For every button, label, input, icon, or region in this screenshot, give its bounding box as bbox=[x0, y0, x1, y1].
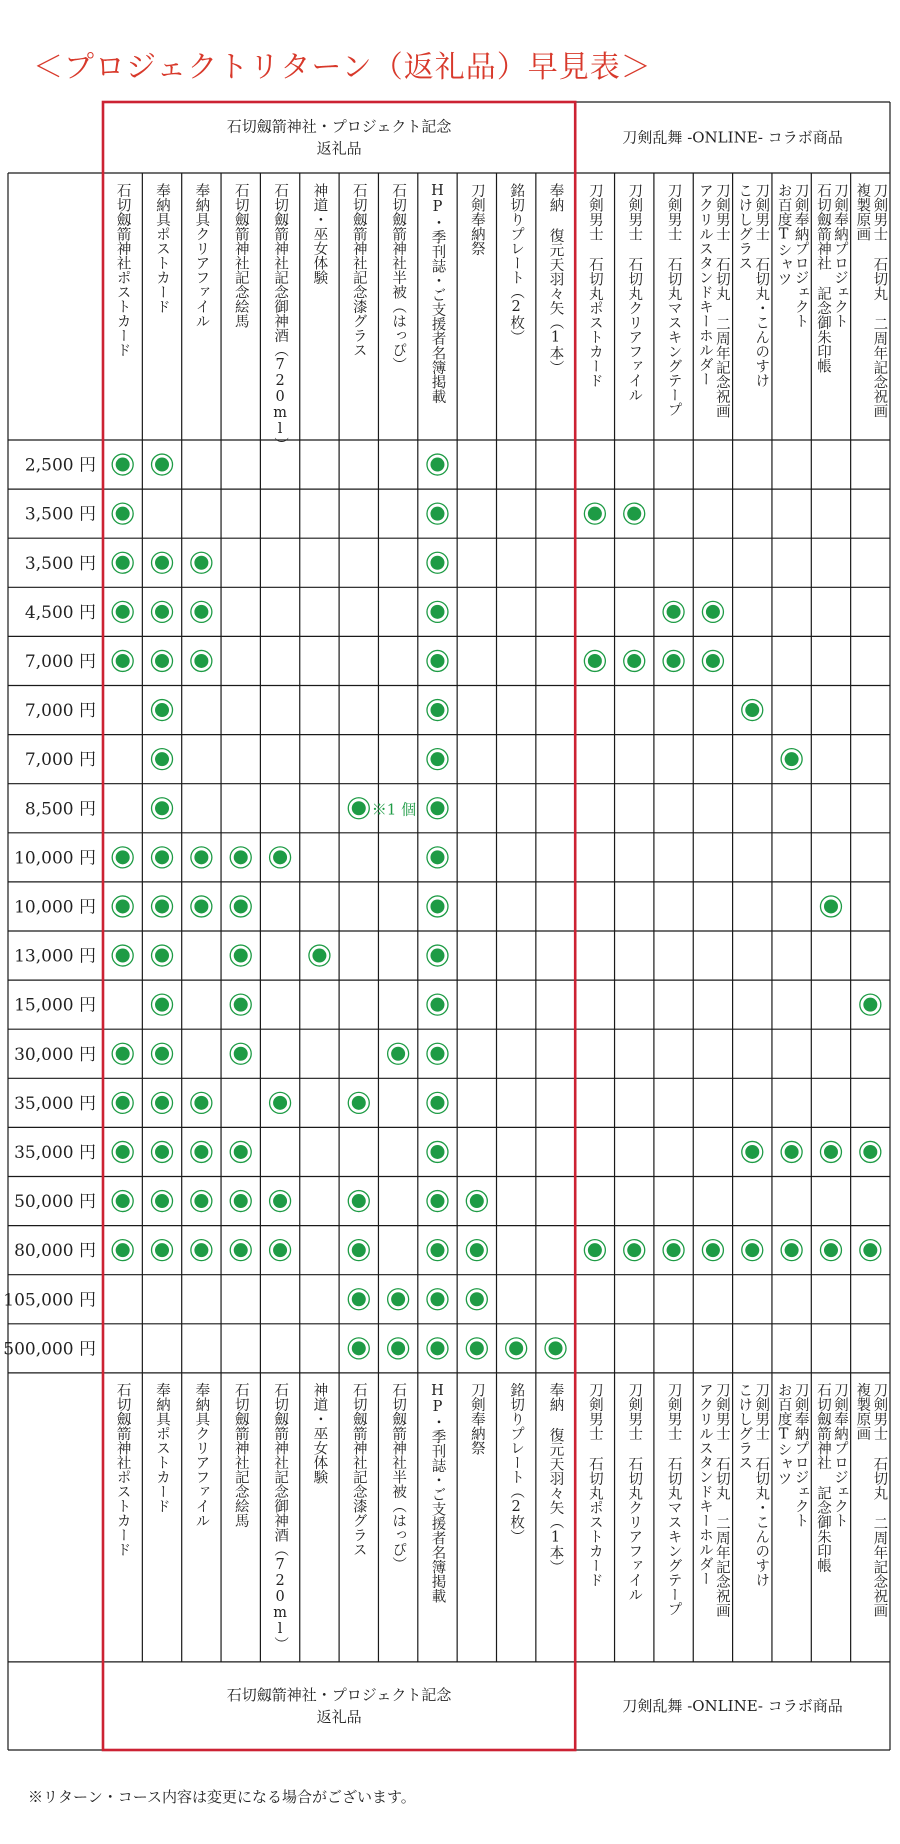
column-label-top: 刀剣男士 石切丸クリアファイル bbox=[626, 183, 643, 402]
included-mark bbox=[234, 1047, 248, 1061]
included-mark bbox=[155, 1096, 169, 1110]
column-label-top: 奉納 復元天羽々矢（1本） bbox=[547, 183, 564, 375]
included-mark bbox=[430, 1341, 444, 1355]
included-mark bbox=[194, 1194, 208, 1208]
included-mark bbox=[824, 899, 838, 913]
column-label-top: HP・季刊誌・ご支援者名簿掲載 bbox=[429, 183, 446, 404]
row-price: 500,000 円 bbox=[3, 1339, 96, 1360]
included-mark bbox=[588, 507, 602, 521]
included-mark bbox=[470, 1292, 484, 1306]
column-label-bottom: 石切劔箭神社 記念御朱印帳 bbox=[814, 1382, 831, 1573]
column-label-top: 奉納具クリアファイル bbox=[193, 183, 210, 328]
row-price: 10,000 円 bbox=[14, 848, 96, 869]
included-mark bbox=[627, 654, 641, 668]
included-mark bbox=[706, 1243, 720, 1257]
column-label-bottom: 石切劔箭神社記念絵馬 bbox=[232, 1382, 249, 1528]
row-price: 105,000 円 bbox=[3, 1290, 96, 1311]
included-mark bbox=[627, 1243, 641, 1257]
included-mark bbox=[824, 1145, 838, 1159]
included-mark bbox=[234, 949, 248, 963]
column-label-bottom: 刀剣男士 石切丸 二周年記念祝画 bbox=[713, 1382, 730, 1618]
included-mark bbox=[155, 801, 169, 815]
included-mark bbox=[194, 605, 208, 619]
included-mark bbox=[155, 752, 169, 766]
included-mark bbox=[549, 1341, 563, 1355]
included-mark bbox=[155, 605, 169, 619]
included-mark bbox=[785, 1243, 799, 1257]
included-mark bbox=[352, 1341, 366, 1355]
included-mark bbox=[588, 1243, 602, 1257]
column-label-bottom: 刀剣男士 石切丸 二周年記念祝画 bbox=[871, 1382, 888, 1618]
row-price: 4,500 円 bbox=[24, 602, 96, 623]
included-mark bbox=[430, 654, 444, 668]
included-mark bbox=[430, 949, 444, 963]
included-mark bbox=[194, 899, 208, 913]
included-mark bbox=[667, 654, 681, 668]
column-label-top: 石切劔箭神社半被（はっぴ） bbox=[390, 183, 407, 372]
included-mark bbox=[430, 998, 444, 1012]
included-mark bbox=[155, 654, 169, 668]
included-mark bbox=[116, 605, 130, 619]
included-mark bbox=[706, 605, 720, 619]
column-label-bottom: 刀剣奉納プロジェクト bbox=[792, 1382, 809, 1528]
column-label-top: 石切劔箭神社記念御神酒（720ml） bbox=[272, 183, 289, 452]
included-mark bbox=[824, 1243, 838, 1257]
included-mark bbox=[470, 1194, 484, 1208]
row-price: 35,000 円 bbox=[14, 1093, 96, 1114]
column-label-bottom: 奉納 復元天羽々矢（1本） bbox=[547, 1382, 564, 1575]
included-mark bbox=[430, 703, 444, 717]
collab-group-label-top: 刀剣乱舞 -ONLINE- コラボ商品 bbox=[622, 128, 843, 147]
included-mark bbox=[430, 850, 444, 864]
included-mark bbox=[470, 1341, 484, 1355]
shrine-group-label-bottom: 石切劔箭神社・プロジェクト記念 bbox=[226, 1685, 452, 1704]
column-label-bottom: 刀剣奉納プロジェクト bbox=[831, 1382, 848, 1528]
included-mark bbox=[391, 1292, 405, 1306]
column-label-bottom: 刀剣奉納祭 bbox=[468, 1382, 485, 1456]
included-mark bbox=[430, 458, 444, 472]
included-mark bbox=[430, 507, 444, 521]
included-mark bbox=[430, 1047, 444, 1061]
column-label-top: 刀剣男士 石切丸ポストカード bbox=[586, 183, 603, 388]
included-mark bbox=[155, 998, 169, 1012]
row-price: 7,000 円 bbox=[24, 750, 96, 771]
included-mark bbox=[273, 850, 287, 864]
column-label-top: 石切劔箭神社 記念御朱印帳 bbox=[814, 183, 831, 373]
included-mark bbox=[430, 1292, 444, 1306]
included-mark bbox=[116, 654, 130, 668]
included-mark bbox=[667, 605, 681, 619]
column-label-top: 神道・巫女体験 bbox=[311, 183, 328, 285]
included-mark bbox=[352, 1194, 366, 1208]
column-label-top: 刀剣男士 石切丸 二周年記念祝画 bbox=[713, 183, 730, 418]
shrine-group-sublabel-bottom: 返礼品 bbox=[316, 1707, 362, 1726]
row-price: 7,000 円 bbox=[24, 701, 96, 722]
included-mark bbox=[706, 654, 720, 668]
collab-group-label-bottom: 刀剣乱舞 -ONLINE- コラボ商品 bbox=[622, 1696, 843, 1715]
included-mark bbox=[470, 1243, 484, 1257]
column-label-top: 銘切りプレート（2枚） bbox=[508, 183, 525, 344]
row-price: 2,500 円 bbox=[24, 455, 96, 476]
included-mark bbox=[194, 1243, 208, 1257]
row-price: 10,000 円 bbox=[14, 897, 96, 918]
included-mark bbox=[116, 458, 130, 472]
included-mark bbox=[273, 1194, 287, 1208]
included-mark bbox=[194, 654, 208, 668]
included-mark bbox=[155, 1145, 169, 1159]
included-mark bbox=[116, 1047, 130, 1061]
included-mark bbox=[430, 1194, 444, 1208]
included-mark bbox=[785, 752, 799, 766]
included-mark bbox=[745, 1243, 759, 1257]
included-mark bbox=[352, 1292, 366, 1306]
included-mark bbox=[234, 998, 248, 1012]
included-mark bbox=[430, 752, 444, 766]
included-mark bbox=[667, 1243, 681, 1257]
included-mark bbox=[155, 556, 169, 570]
page-title: ＜プロジェクトリターン（返礼品）早見表＞ bbox=[33, 50, 652, 85]
included-mark bbox=[234, 1194, 248, 1208]
column-label-top: 複製原画 bbox=[854, 183, 871, 241]
column-label-top: 刀剣男士 石切丸マスキングテープ bbox=[665, 183, 682, 417]
column-label-top: 石切劔箭神社記念漆グラス bbox=[350, 183, 367, 357]
included-mark bbox=[509, 1341, 523, 1355]
included-mark bbox=[588, 654, 602, 668]
included-mark bbox=[194, 556, 208, 570]
column-label-top: アクリルスタンドキーホルダー bbox=[696, 183, 713, 386]
row-price: 13,000 円 bbox=[14, 946, 96, 967]
included-mark bbox=[116, 1145, 130, 1159]
column-label-bottom: 石切劔箭神社ポストカード bbox=[114, 1382, 131, 1557]
row-price: 7,000 円 bbox=[24, 651, 96, 672]
included-mark bbox=[273, 1096, 287, 1110]
column-label-top: 刀剣男士 石切丸 二周年記念祝画 bbox=[871, 183, 888, 418]
included-mark bbox=[116, 507, 130, 521]
included-mark bbox=[785, 1145, 799, 1159]
row-price: 50,000 円 bbox=[14, 1192, 96, 1213]
shrine-group-label-top: 石切劔箭神社・プロジェクト記念 bbox=[226, 117, 452, 136]
included-mark bbox=[745, 1145, 759, 1159]
included-mark bbox=[234, 1243, 248, 1257]
column-label-bottom: こけしグラス bbox=[736, 1382, 753, 1470]
column-label-top: お百度Tシャツ bbox=[775, 183, 792, 286]
column-label-bottom: 刀剣男士 石切丸ポストカード bbox=[586, 1382, 603, 1588]
included-mark bbox=[155, 1243, 169, 1257]
included-mark bbox=[155, 703, 169, 717]
column-label-top: 刀剣奉納祭 bbox=[468, 183, 485, 256]
included-mark bbox=[863, 1243, 877, 1257]
included-mark bbox=[430, 1243, 444, 1257]
included-mark bbox=[745, 703, 759, 717]
column-label-bottom: 石切劔箭神社記念漆グラス bbox=[350, 1382, 367, 1557]
included-mark bbox=[116, 850, 130, 864]
column-label-bottom: お百度Tシャツ bbox=[775, 1382, 792, 1486]
column-label-bottom: 刀剣男士 石切丸・こんのすけ bbox=[753, 1382, 770, 1588]
included-mark bbox=[352, 1096, 366, 1110]
included-mark bbox=[155, 850, 169, 864]
included-mark bbox=[116, 949, 130, 963]
included-mark bbox=[312, 949, 326, 963]
included-mark bbox=[430, 801, 444, 815]
row-price: 3,500 円 bbox=[24, 553, 96, 574]
included-mark bbox=[391, 1047, 405, 1061]
column-label-top: こけしグラス bbox=[736, 183, 753, 270]
column-label-top: 石切劔箭神社ポストカード bbox=[114, 183, 131, 357]
included-mark bbox=[116, 1194, 130, 1208]
included-mark bbox=[155, 949, 169, 963]
column-label-bottom: 石切劔箭神社記念御神酒（720ml） bbox=[272, 1382, 289, 1652]
included-mark bbox=[116, 1096, 130, 1110]
included-mark bbox=[155, 1194, 169, 1208]
row-price: 3,500 円 bbox=[24, 504, 96, 525]
included-mark bbox=[155, 899, 169, 913]
included-mark bbox=[273, 1243, 287, 1257]
row-price: 8,500 円 bbox=[24, 799, 96, 820]
row-price: 80,000 円 bbox=[14, 1241, 96, 1262]
included-mark bbox=[194, 1096, 208, 1110]
column-label-bottom: 奉納具クリアファイル bbox=[193, 1382, 210, 1528]
included-mark bbox=[430, 556, 444, 570]
footnote: ※リターン・コース内容は変更になる場合がございます。 bbox=[28, 1788, 416, 1806]
column-label-bottom: 刀剣男士 石切丸マスキングテープ bbox=[665, 1382, 682, 1617]
quantity-note: ※1 個 bbox=[371, 800, 417, 819]
column-label-bottom: HP・季刊誌・ご支援者名簿掲載 bbox=[429, 1382, 446, 1604]
column-label-bottom: 神道・巫女体験 bbox=[311, 1382, 328, 1485]
included-mark bbox=[234, 899, 248, 913]
included-mark bbox=[430, 1145, 444, 1159]
included-mark bbox=[234, 1145, 248, 1159]
shrine-group-sublabel-top: 返礼品 bbox=[316, 139, 362, 158]
included-mark bbox=[116, 1243, 130, 1257]
included-mark bbox=[194, 850, 208, 864]
included-mark bbox=[352, 1243, 366, 1257]
included-mark bbox=[116, 899, 130, 913]
column-label-bottom: 奉納具ポストカード bbox=[154, 1382, 171, 1514]
column-label-bottom: アクリルスタンドキーホルダー bbox=[696, 1382, 713, 1586]
included-mark bbox=[391, 1341, 405, 1355]
included-mark bbox=[352, 801, 366, 815]
included-mark bbox=[430, 605, 444, 619]
included-mark bbox=[116, 556, 130, 570]
column-label-top: 刀剣奉納プロジェクト bbox=[792, 183, 809, 328]
included-mark bbox=[234, 850, 248, 864]
included-mark bbox=[863, 1145, 877, 1159]
included-mark bbox=[155, 1047, 169, 1061]
column-label-bottom: 複製原画 bbox=[854, 1382, 871, 1441]
row-price: 30,000 円 bbox=[14, 1044, 96, 1065]
included-mark bbox=[863, 998, 877, 1012]
included-mark bbox=[194, 1145, 208, 1159]
included-mark bbox=[430, 1096, 444, 1110]
included-mark bbox=[155, 458, 169, 472]
row-price: 15,000 円 bbox=[14, 995, 96, 1016]
included-mark bbox=[627, 507, 641, 521]
column-label-bottom: 刀剣男士 石切丸クリアファイル bbox=[626, 1382, 643, 1602]
column-label-bottom: 銘切りプレート（2枚） bbox=[508, 1382, 525, 1544]
column-label-top: 奉納具ポストカード bbox=[154, 183, 171, 314]
included-mark bbox=[430, 899, 444, 913]
row-price: 35,000 円 bbox=[14, 1142, 96, 1163]
column-label-top: 刀剣奉納プロジェクト bbox=[831, 183, 848, 328]
column-label-bottom: 石切劔箭神社半被（はっぴ） bbox=[390, 1382, 407, 1572]
column-label-top: 刀剣男士 石切丸・こんのすけ bbox=[753, 183, 770, 388]
column-label-top: 石切劔箭神社記念絵馬 bbox=[232, 183, 249, 328]
